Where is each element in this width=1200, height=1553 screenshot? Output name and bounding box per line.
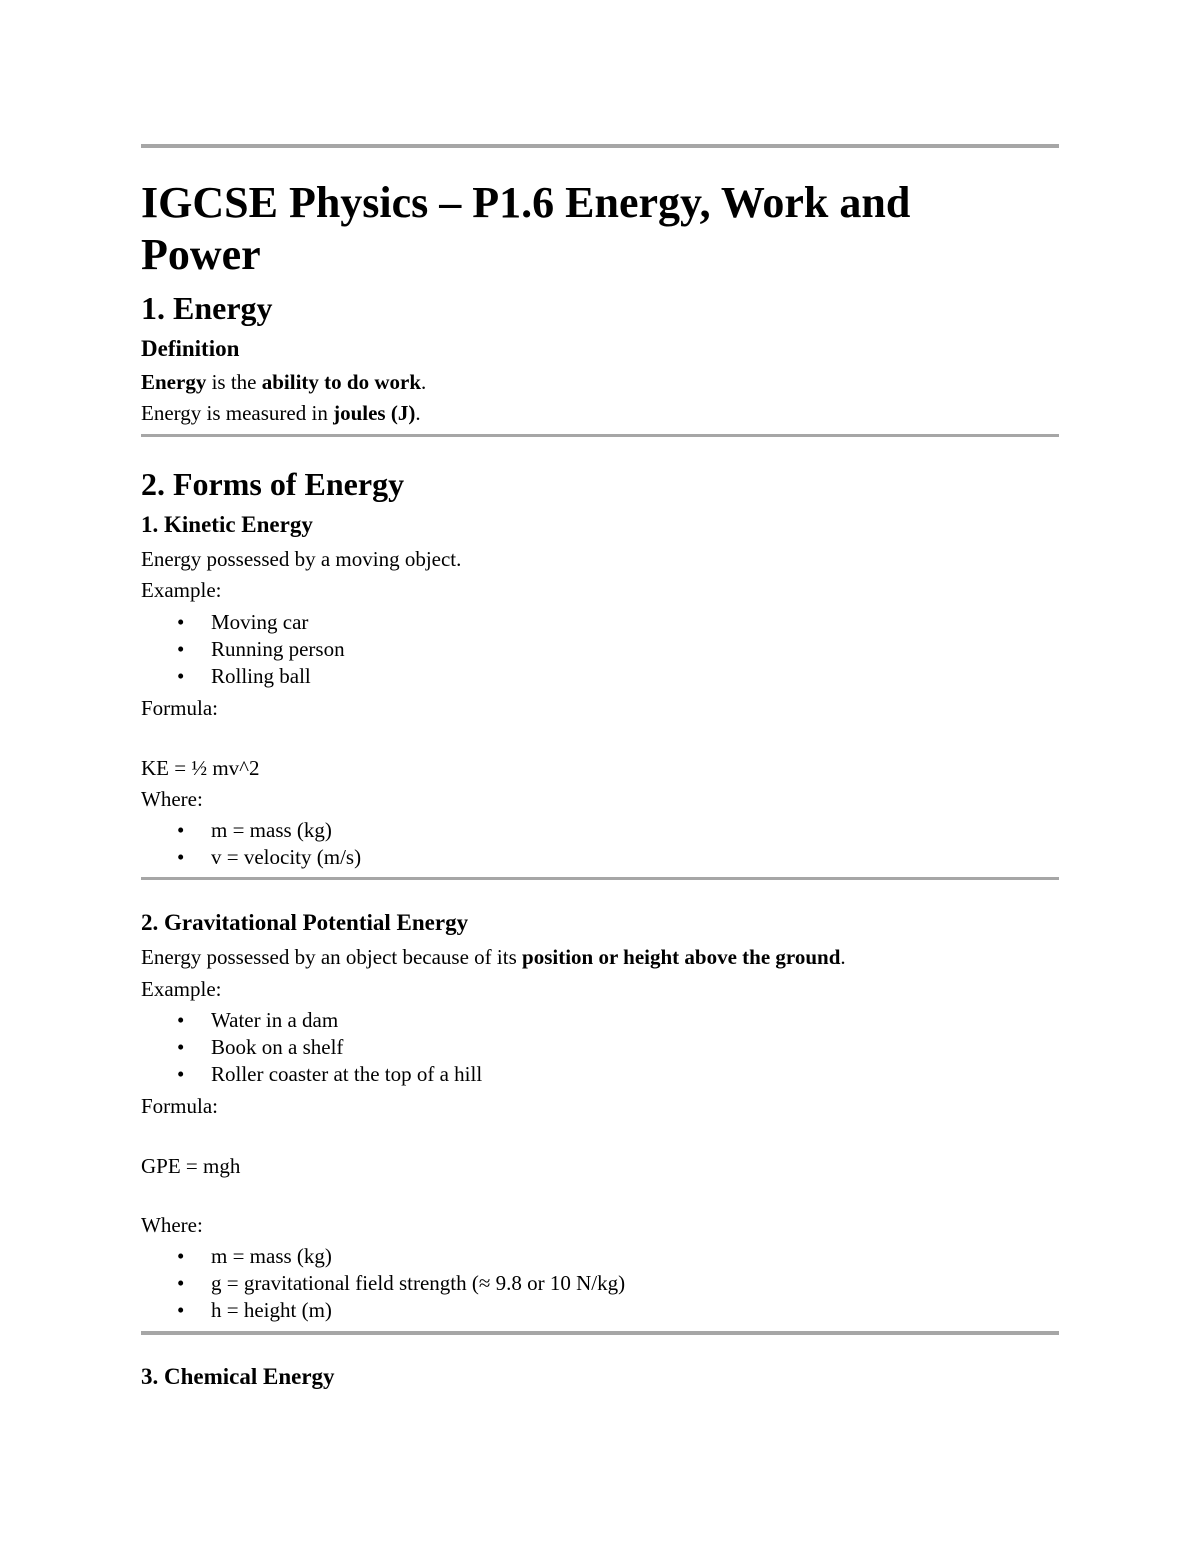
list-item: • m = mass (kg)	[177, 1244, 332, 1268]
horizontal-rule	[141, 1331, 1059, 1335]
list-item: • Water in a dam	[177, 1008, 339, 1032]
list-item: • m = mass (kg)	[177, 818, 332, 842]
gpe-formula: GPE = mgh	[141, 1154, 241, 1178]
list-item: • h = height (m)	[177, 1298, 332, 1322]
list-item: • g = gravitational field strength (≈ 9.8 or 10 N/kg)	[177, 1271, 626, 1295]
kinetic-formula-label: Formula:	[141, 696, 218, 720]
kinetic-description: Energy possessed by a moving object.	[141, 547, 462, 571]
subheading-gpe: 2. Gravitational Potential Energy	[141, 910, 469, 935]
term-ability: ability to do work	[261, 370, 422, 394]
definition-line: Energy is the ability to do work.	[141, 370, 427, 394]
term-joules: joules (J)	[333, 401, 416, 425]
kinetic-formula: KE = ½ mv^2	[141, 756, 260, 780]
horizontal-rule	[141, 877, 1059, 880]
list-item: • Book on a shelf	[177, 1035, 344, 1059]
gpe-description: Energy possessed by an object because of its position or height above the ground.	[141, 945, 846, 969]
document-title	[141, 177, 910, 281]
unit-line: Energy is measured in joules (J).	[141, 401, 421, 425]
list-item: • Moving car	[177, 610, 309, 634]
subheading-chemical: 3. Chemical Energy	[141, 1364, 335, 1389]
subheading-definition: Definition	[141, 336, 240, 361]
horizontal-rule	[141, 144, 1059, 148]
list-item: • Rolling ball	[177, 664, 311, 688]
term-position: position or height above the ground	[522, 945, 841, 969]
title-line-2: Power	[141, 230, 261, 279]
gpe-example-label: Example:	[141, 977, 222, 1001]
term-energy: Energy	[141, 370, 207, 394]
kinetic-where-label: Where:	[141, 787, 203, 811]
title-line-1: IGCSE Physics – P1.6 Energy, Work and	[141, 178, 911, 227]
list-item: • Running person	[177, 637, 345, 661]
horizontal-rule	[141, 434, 1059, 437]
list-item: • v = velocity (m/s)	[177, 845, 362, 869]
subheading-kinetic: 1. Kinetic Energy	[141, 512, 313, 537]
kinetic-example-label: Example:	[141, 578, 222, 602]
section-heading-forms: 2. Forms of Energy	[141, 466, 405, 502]
section-heading-energy: 1. Energy	[141, 290, 273, 326]
gpe-where-label: Where:	[141, 1213, 203, 1237]
list-item: • Roller coaster at the top of a hill	[177, 1062, 483, 1086]
gpe-formula-label: Formula:	[141, 1094, 218, 1118]
